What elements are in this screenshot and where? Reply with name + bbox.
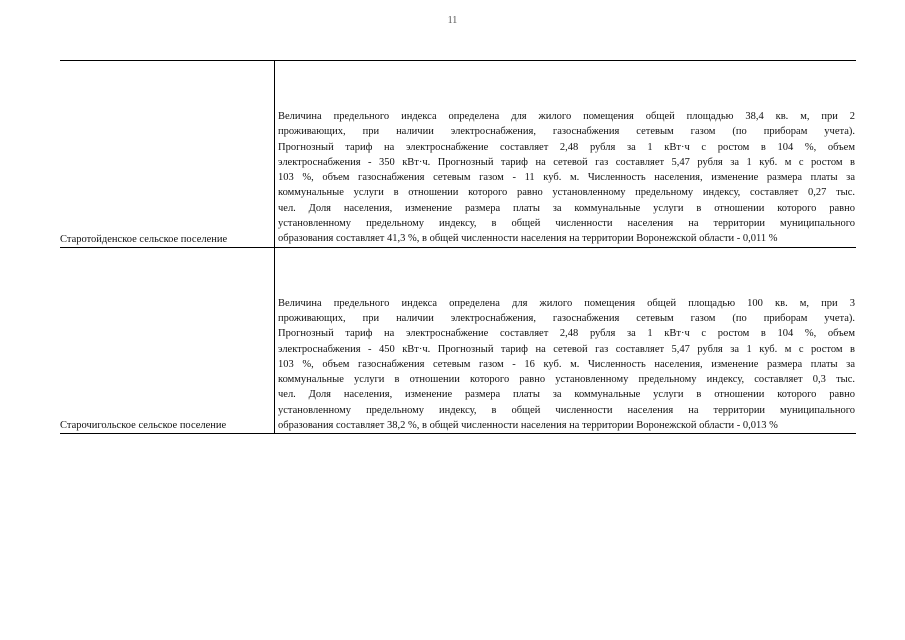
description-line: образования составляет 41,3 %, в общей численности населения на территории Воронежской области - 0,011 % (278, 233, 778, 245)
description-line: установленному предельному индексу, в общей численности населения на территории муниципального (278, 404, 855, 416)
tariff-index-table (60, 60, 856, 434)
description-line: образования составляет 38,2 %, в общей численности населения на территории Воронежской области - 0,013 % (278, 420, 778, 432)
page-number: 11 (447, 15, 458, 26)
description-line: коммунальные услуги в отношении которого равно установленному предельному индексу, составляет 0,3 тыс. (278, 374, 855, 386)
table-row (60, 247, 856, 434)
description-line: электроснабжения - 450 кВт·ч. Прогнозный тариф на сетевой газ составляет 5,47 рубля за 1 куб. м с ростом в (278, 343, 855, 355)
description-line: чел. Доля населения, изменение размера платы за коммунальные услуги в отношении которого равно (278, 202, 855, 214)
description-line: проживающих, при наличии электроснабжения, газоснабжения сетевым газом (по приборам учета). (278, 312, 855, 324)
table-row (60, 61, 856, 247)
description-line: чел. Доля населения, изменение размера платы за коммунальные услуги в отношении которого равно (278, 389, 855, 401)
description-line: 103 %, объем газоснабжения сетевым газом - 16 куб. м. Численность населения, изменение размера платы за (278, 358, 855, 370)
index-description (275, 247, 857, 434)
description-line: проживающих, при наличии электроснабжения, газоснабжения сетевым газом (по приборам учета). (278, 126, 855, 138)
description-line: 103 %, объем газоснабжения сетевым газом - 11 куб. м. Численность населения, изменение размера платы за (278, 172, 855, 184)
description-line: установленному предельному индексу, в общей численности населения на территории муниципального (278, 218, 855, 230)
description-line: Величина предельного индекса определена для жилого помещения общей площадью 100 кв. м, при 3 (278, 297, 855, 309)
index-description (275, 61, 857, 247)
settlement-name: Старочигольское сельское поселение (60, 247, 275, 434)
description-line: коммунальные услуги в отношении которого равно установленному предельному индексу, составляет 0,27 тыс. (278, 187, 855, 199)
settlement-name: Старотойденское сельское поселение (60, 61, 275, 247)
description-line: электроснабжения - 350 кВт·ч. Прогнозный тариф на сетевой газ составляет 5,47 рубля за 1 куб. м с ростом в (278, 156, 855, 168)
description-line: Величина предельного индекса определена для жилого помещения общей площадью 38,4 кв. м, при 2 (278, 111, 855, 122)
description-line: Прогнозный тариф на электроснабжение составляет 2,48 рубля за 1 кВт·ч с ростом в 104 %, объем (278, 141, 855, 153)
description-line: Прогнозный тариф на электроснабжение составляет 2,48 рубля за 1 кВт·ч с ростом в 104 %, объем (278, 328, 855, 340)
